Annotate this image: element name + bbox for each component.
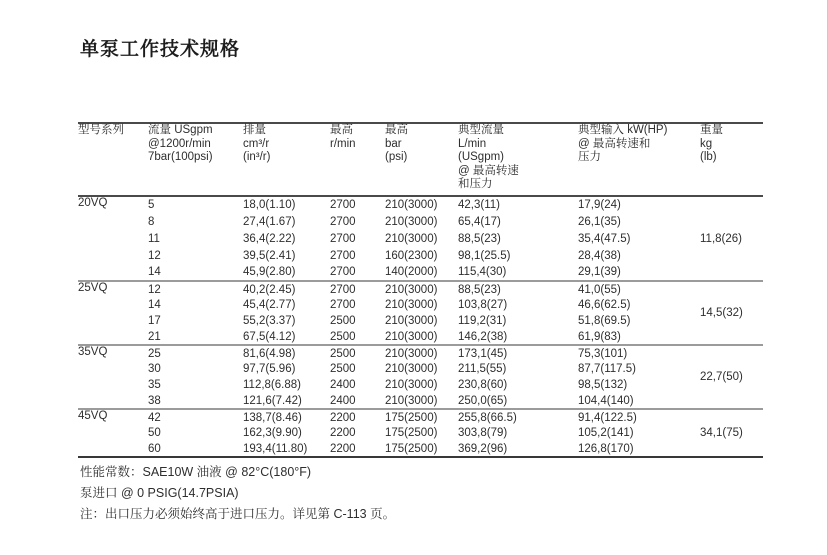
table-row (78, 264, 763, 281)
cell-typical-flow: 146,2(38) (458, 330, 508, 343)
table-row (78, 196, 763, 213)
cell-max-pressure: 210(3000) (385, 394, 438, 407)
cell-max-pressure: 210(3000) (385, 347, 438, 360)
table-row (78, 441, 763, 457)
cell-flow-rating: 12 (148, 283, 161, 296)
col-header-max-speed: 最高 r/min (330, 123, 385, 196)
cell-flow-rating: 50 (148, 427, 161, 439)
cell-displacement: 45,9(2.80) (243, 266, 296, 278)
cell-flow-rating: 35 (148, 379, 161, 391)
cell-typical-flow: 88,5(23) (458, 232, 501, 245)
cell-displacement: 97,7(5.96) (243, 363, 296, 375)
cell-max-speed: 2700 (330, 283, 356, 296)
table-row (78, 281, 763, 297)
cell-max-pressure: 210(3000) (385, 363, 438, 375)
cell-displacement: 67,5(4.12) (243, 330, 296, 343)
cell-model: 35VQ (78, 346, 108, 358)
table-row (78, 213, 763, 230)
table-row (78, 409, 763, 425)
table-header-row (78, 123, 763, 196)
cell-typical-flow: 250,0(65) (458, 394, 508, 407)
col-header-flow: 流量 USgpm @1200r/min 7bar(100psi) (148, 123, 243, 196)
cell-typical-flow: 98,1(25.5) (458, 249, 511, 262)
cell-flow-rating: 14 (148, 266, 161, 278)
cell-flow-rating: 14 (148, 299, 161, 311)
cell-typical-input: 17,9(24) (578, 199, 621, 211)
cell-max-speed: 2500 (330, 347, 356, 360)
cell-max-speed: 2200 (330, 411, 356, 424)
cell-flow-rating: 12 (148, 249, 161, 262)
cell-typical-input: 98,5(132) (578, 379, 628, 391)
col-header-max-pressure: 最高 bar (psi) (385, 123, 458, 196)
cell-displacement: 121,6(7.42) (243, 394, 302, 407)
cell-max-speed: 2500 (330, 363, 356, 375)
cell-max-speed: 2700 (330, 232, 356, 245)
cell-typical-input: 61,9(83) (578, 330, 621, 343)
cell-max-pressure: 210(3000) (385, 199, 438, 211)
cell-max-speed: 2400 (330, 379, 356, 391)
cell-model: 25VQ (78, 282, 108, 294)
cell-max-pressure: 175(2500) (385, 442, 438, 455)
model-group-35VQ (78, 345, 763, 409)
cell-displacement: 18,0(1.10) (243, 199, 296, 211)
cell-max-speed: 2700 (330, 199, 356, 211)
cell-max-pressure: 175(2500) (385, 411, 438, 424)
table-row (78, 247, 763, 264)
table-row (78, 313, 763, 329)
table-header (78, 123, 763, 196)
cell-typical-flow: 103,8(27) (458, 299, 508, 311)
cell-max-speed: 2400 (330, 394, 356, 407)
cell-flow-rating: 5 (148, 199, 155, 211)
col-header-displacement: 排量 cm³/r (in³/r) (243, 123, 330, 196)
table-row (78, 425, 763, 441)
col-header-model: 型号系列 (78, 123, 148, 196)
cell-typical-input: 26,1(35) (578, 215, 621, 228)
col-header-typical-input: 典型输入 kW(HP) @ 最高转速和 压力 (578, 123, 700, 196)
cell-flow-rating: 17 (148, 315, 161, 327)
cell-typical-input: 87,7(117.5) (578, 363, 636, 375)
cell-max-pressure: 140(2000) (385, 266, 438, 278)
notes-block (80, 462, 395, 525)
cell-displacement: 40,2(2.45) (243, 283, 296, 296)
table-row (78, 361, 763, 377)
cell-typical-flow: 211,5(55) (458, 363, 507, 375)
cell-typical-input: 104,4(140) (578, 394, 634, 407)
cell-displacement: 112,8(6.88) (243, 379, 301, 391)
cell-typical-flow: 255,8(66.5) (458, 411, 517, 424)
cell-typical-input: 35,4(47.5) (578, 232, 631, 245)
cell-typical-flow: 230,8(60) (458, 379, 508, 391)
col-header-typical-flow: 典型流量 L/min (USgpm) @ 最高转速 和压力 (458, 123, 578, 196)
cell-displacement: 39,5(2.41) (243, 249, 296, 262)
cell-flow-rating: 38 (148, 394, 161, 407)
cell-typical-input: 29,1(39) (578, 266, 621, 278)
cell-model: 20VQ (78, 197, 108, 209)
cell-max-pressure: 160(2300) (385, 249, 438, 262)
cell-max-pressure: 210(3000) (385, 283, 438, 296)
cell-typical-flow: 173,1(45) (458, 347, 508, 360)
cell-max-speed: 2700 (330, 299, 356, 311)
cell-flow-rating: 21 (148, 330, 161, 343)
cell-flow-rating: 60 (148, 442, 161, 455)
cell-displacement: 138,7(8.46) (243, 411, 302, 424)
cell-max-speed: 2500 (330, 315, 356, 327)
cell-displacement: 162,3(9.90) (243, 427, 302, 439)
cell-weight: 22,7(50) (700, 371, 743, 383)
cell-displacement: 27,4(1.67) (243, 215, 296, 228)
cell-weight: 11,8(26) (700, 232, 742, 245)
col-header-weight: 重量 kg (lb) (700, 123, 763, 196)
cell-typical-input: 46,6(62.5) (578, 299, 631, 311)
table-row (78, 230, 763, 247)
cell-typical-flow: 42,3(11) (458, 199, 500, 211)
cell-max-pressure: 210(3000) (385, 299, 438, 311)
model-group-25VQ (78, 281, 763, 345)
cell-displacement: 81,6(4.98) (243, 347, 296, 360)
cell-max-speed: 2700 (330, 266, 356, 278)
cell-max-pressure: 175(2500) (385, 427, 438, 439)
table-row (78, 377, 763, 393)
cell-typical-flow: 119,2(31) (458, 315, 507, 327)
cell-typical-input: 28,4(38) (578, 249, 621, 262)
cell-typical-flow: 88,5(23) (458, 283, 501, 296)
cell-displacement: 193,4(11.80) (243, 442, 308, 455)
cell-typical-flow: 369,2(96) (458, 442, 508, 455)
cell-flow-rating: 30 (148, 363, 161, 375)
cell-displacement: 45,4(2.77) (243, 299, 296, 311)
cell-typical-input: 126,8(170) (578, 442, 634, 455)
cell-weight: 14,5(32) (700, 307, 743, 319)
cell-typical-input: 41,0(55) (578, 283, 621, 296)
table-row (78, 329, 763, 345)
note-pump-inlet: 泵进口 @ 0 PSIG(14.7PSIA) (80, 486, 239, 500)
cell-max-pressure: 210(3000) (385, 232, 438, 245)
cell-max-speed: 2700 (330, 249, 356, 262)
cell-max-speed: 2200 (330, 427, 356, 439)
cell-max-speed: 2500 (330, 330, 356, 343)
cell-typical-input: 75,3(101) (578, 347, 628, 360)
cell-typical-flow: 303,8(79) (458, 427, 508, 439)
cell-max-speed: 2700 (330, 215, 356, 228)
cell-flow-rating: 25 (148, 347, 161, 360)
cell-typical-input: 105,2(141) (578, 427, 634, 439)
cell-max-speed: 2200 (330, 442, 356, 455)
cell-typical-input: 51,8(69.5) (578, 315, 631, 327)
cell-displacement: 36,4(2.22) (243, 232, 296, 245)
cell-flow-rating: 42 (148, 411, 161, 424)
cell-flow-rating: 8 (148, 215, 155, 228)
cell-max-pressure: 210(3000) (385, 330, 438, 343)
cell-max-pressure: 210(3000) (385, 315, 438, 327)
table-row (78, 345, 763, 361)
model-group-20VQ (78, 196, 763, 281)
cell-typical-input: 91,4(122.5) (578, 411, 637, 424)
cell-model: 45VQ (78, 410, 108, 422)
model-group-45VQ (78, 409, 763, 457)
cell-typical-flow: 65,4(17) (458, 215, 501, 228)
page-title: 单泵工作技术规格 (80, 39, 241, 60)
spec-table (78, 122, 763, 458)
note-outlet-pressure: 注：出口压力必须始终高于进口压力。详见第 C-113 页。 (80, 507, 396, 521)
cell-max-pressure: 210(3000) (385, 379, 438, 391)
cell-typical-flow: 115,4(30) (458, 266, 507, 278)
table-row (78, 297, 763, 313)
cell-weight: 34,1(75) (700, 427, 743, 439)
cell-displacement: 55,2(3.37) (243, 315, 296, 327)
cell-max-pressure: 210(3000) (385, 215, 438, 228)
note-performance-constants: 性能常数：SAE10W 油液 @ 82°C(180°F) (80, 465, 312, 479)
table-row (78, 393, 763, 409)
cell-flow-rating: 11 (148, 232, 160, 245)
